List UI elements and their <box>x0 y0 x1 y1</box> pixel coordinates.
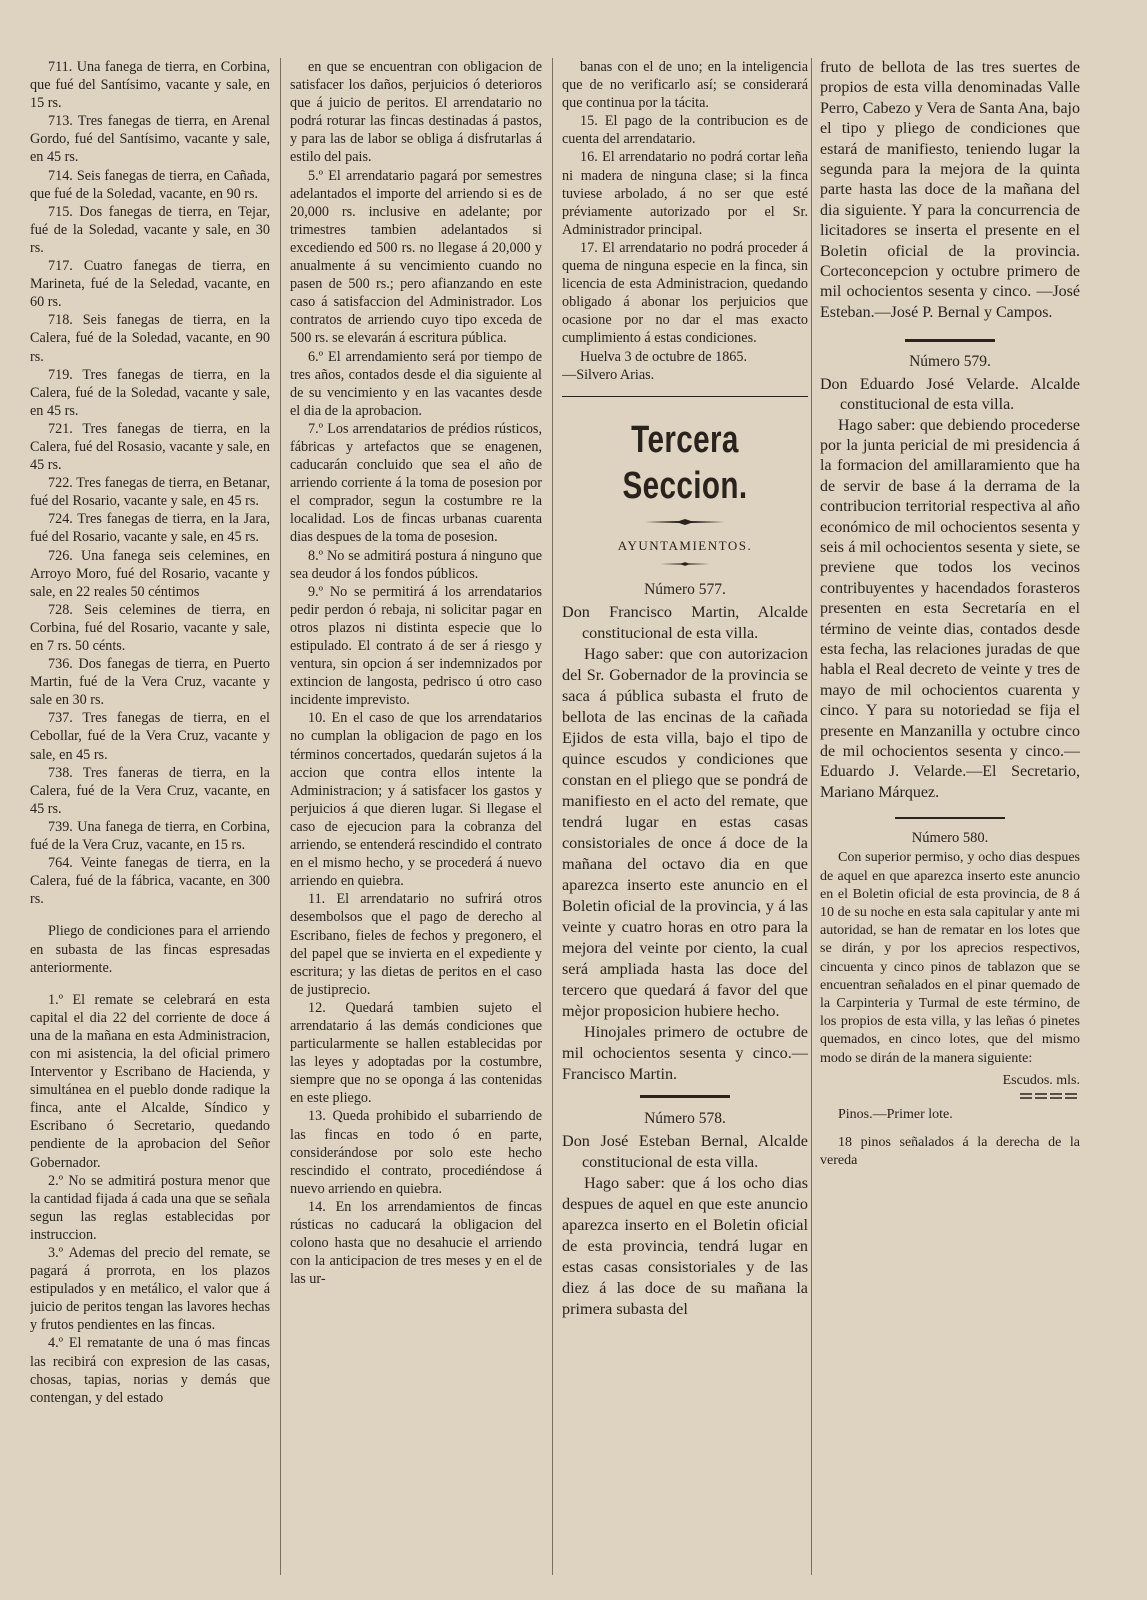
condition <box>290 58 542 167</box>
condition-number: 17. <box>580 239 598 256</box>
condition <box>290 547 542 583</box>
condition-text: Ademas del precio del remate, se pagará á prorrota, en los plazos estipulados y en metálico, el valor que á juicio de peritos tengan las lavores hechas y frutos pendientes en las fincas. <box>30 1245 270 1334</box>
condition-number: 2.º <box>48 1172 64 1189</box>
property-entry <box>30 112 270 166</box>
property-entry-text: Tres fanegas de tierra, en la Jara, fué del Rosario, vacante y sale, en 45 rs. <box>30 511 270 546</box>
property-entry-number: 728. <box>48 601 73 618</box>
lot-text: 18 pinos señalados á la derecha de la vereda <box>820 1135 1080 1169</box>
property-entry <box>30 366 270 420</box>
condition-text: Queda prohibido el subarriendo de las fincas en todo ó en parte, considerándose por solo este hecho rescindido el contrato, procediéndose á nuevo arriendo en quiebra. <box>290 1108 542 1197</box>
condition <box>290 999 542 1108</box>
condition-text: El arrendatario no sufrirá otros desembolsos que el pago de derecho al Escribano, fieles de fechos y pregonero, el del papel que se invierta en el expediente y escritura; y las dietas de peritos en el caso de justiprecio. <box>290 891 542 998</box>
property-entry <box>30 474 270 510</box>
condition-number: 4.º <box>48 1335 64 1352</box>
conditions-list <box>290 58 542 1288</box>
property-entry <box>30 547 270 601</box>
notice-578-title: Número 578. <box>644 1109 726 1127</box>
column-rule <box>280 58 281 1575</box>
condition-text: No se admitirá postura á ninguno que sea deudor á los fondos públicos. <box>290 547 542 582</box>
condition-text: Los arrendatarios de prédios rústicos, fábricas y artefactos que se enagenen, caducarán concluido que sea el año de arriendo corriente á la toma de posesion por el comprador, segun la costumbre re la localidad. Los de fincas urbanas cuarenta dias despues de la toma de posesion. <box>290 420 542 546</box>
divider <box>905 339 995 342</box>
condition <box>290 583 542 710</box>
property-entry-text: Seis fanegas de tierra, en Cañada, que fué de la Soledad, vacante, en 90 rs. <box>30 167 270 202</box>
notice-579-title: Número 579. <box>909 353 991 371</box>
condition-text: El arrendatario no podrá proceder á quema de ninguna especie en la finca, sin licencia de esta Administracion, quedando obligado á abonar los perjuicios que ocasione por no dar el mas exacto cumplimiento á estas condiciones. <box>562 239 808 347</box>
property-entry <box>30 818 270 854</box>
condition-text: El arrendatario pagará por semestres adelantados el importe del arriendo si es de 20,000 rs. inclusive en adelante; por trimestres tambien adelantados si excediendo ed 500 rs. no llegase á 20,000 y anualmente á su vencimiento cuando no pasen de 500 rs.; pero afianzando en este caso á satisfaccion del Administrador. Los contratos de arriendo cuyo tipo exceda de 500 rs. se elevarán á escritura pública. <box>290 167 542 347</box>
property-entry-number: 724. <box>48 511 73 528</box>
column-1 <box>30 58 270 1580</box>
property-entry-text: Seis celemines de tierra, en Corbina, fué del Rosario, vacante y sale, en 7 rs. 50 cénts. <box>30 601 270 654</box>
property-entry <box>30 709 270 763</box>
column-rule <box>811 58 812 1575</box>
property-entry-text: Tres fanegas de tierra, en el Cebollar, fué de la Vera Cruz, vacante y sale, en 45 rs. <box>30 710 270 763</box>
condition <box>562 112 808 148</box>
property-entry-number: 738. <box>48 764 73 781</box>
notice-578-body: Hago saber: que á los ocho dias despues de aquel en que este anuncio aparezca inserto en el Boletin oficial de esta provincia, tendrá lugar en estas casas consistoriales y de las diez á las doce de su mañana la primera subasta del <box>562 1173 808 1318</box>
column-rule <box>552 58 553 1575</box>
condition <box>30 1244 270 1334</box>
property-entry-text: Tres fanegas de tierra, en la Calera, fué de la Soledad, vacante y sale, en 45 rs. <box>30 366 270 419</box>
condition-text: No se permitirá á los arrendatarios pedir perdon ó rebaja, ni solicitar pagar en otros plazos ni distinta especie que lo estipulado. El contrato á de ser á riesgo y ventura, sin opcion á ser indemnizados por extincion de langosta, pedrisco ú otro caso incidente imprevisto. <box>290 583 542 709</box>
divider <box>640 1095 730 1098</box>
condition-number: 7.º <box>308 420 324 437</box>
property-entry-text: Tres faneras de tierra, en la Calera, fué de la Vera Cruz, vacante, en 45 rs. <box>30 764 270 817</box>
units-header: Escudos. mls. <box>1002 1072 1080 1088</box>
ornament-icon <box>660 561 710 567</box>
date-line: Huelva 3 de octubre de 1865. <box>580 348 748 365</box>
property-entry-number: 737. <box>48 710 73 727</box>
condition-number: 3.º <box>48 1245 64 1261</box>
column-2 <box>290 58 542 1580</box>
property-entry-text: Una fanega seis celemines, en Arroyo Moro, fué del Rosario, vacante y sale, en 22 reales 50 céntimos <box>30 547 270 600</box>
notice-580-title: Número 580. <box>911 830 989 847</box>
condition-text: Quedará tambien sujeto el arrendatario á las demás condiciones que particularmente se hallen establecidas por las leyes y adoptadas por la costumbre, siempre que no se oponga á las contenidas en este pliego. <box>290 999 542 1107</box>
condition-number: 6.º <box>308 348 324 365</box>
conditions-list <box>30 991 270 1407</box>
condition-number: 12. <box>308 999 326 1016</box>
condition <box>562 239 808 348</box>
property-entry-number: 722. <box>48 475 73 492</box>
condition-number: 11. <box>308 891 326 908</box>
condition-text: En el caso de que los arrendatarios no cumplan la obligacion de pago en los términos concertados, quedarán sujetos á la accion que contra ellos intente la Administracion; y á satisfacer los gastos y perjuicios á que dieren lugar. Si llegase el caso de ejecucion para la cobranza del arriendo, se entenderá rescindido el contrato en el mismo hecho, y se procederá á nuevo arriendo en quiebra. <box>290 710 542 890</box>
property-entry-text: Una fanega de tierra, en Corbina, que fué del Santísimo, vacante y sale, en 15 rs. <box>30 59 270 112</box>
column-3 <box>562 58 808 1580</box>
condition-text: en que se encuentran con obligacion de satisfacer los daños, perjuicios ó deterioros que á juicio de peritos. El arrendatario no podrá roturar las fincas destinadas á pastos, y para las de labor se obliga á disfrutarlas á estilo del pais. <box>290 59 542 166</box>
ornament-icon <box>645 519 725 525</box>
property-entry-text: Dos fanegas de tierra, en Puerto Martin, fué de la Vera Cruz, vacante y sale en 30 rs. <box>30 656 270 709</box>
condition-number: 14. <box>308 1198 326 1215</box>
condition <box>290 348 542 420</box>
condition <box>30 1172 270 1244</box>
condition <box>30 1334 270 1406</box>
notice-580-body: Con superior permiso, y ocho dias despues de aquel en que aparezca inserto este anuncio en el Boletin oficial de esta provincia, de 8 á 10 de su noche en esta sala capitular y ante mi autoridad, se han de rematar en los lotes que se dirán, y por los aprecios respectivos, cincuenta y cinco pinos de tablazon que se encuentran señalados en el pinar quemado de la Carpinteria y Turmal de este término, de los propios de esta villa, y las leñas ó pinetes quemados, en cinco lotes, que del mismo modo se dirán de la manera siguiente: <box>820 850 1080 1066</box>
pliego-heading: Pliego de condiciones para el arriendo en subasta de las fincas espresadas anteriormente. <box>30 923 270 976</box>
property-entry-number: 717. <box>48 258 73 275</box>
conditions-list <box>562 58 808 348</box>
property-entry <box>30 311 270 365</box>
lot-heading: Pinos.—Primer lote. <box>838 1107 953 1123</box>
condition-number: 13. <box>308 1108 326 1125</box>
condition <box>290 167 542 348</box>
condition-number: 16. <box>580 149 598 166</box>
property-entry <box>30 655 270 709</box>
property-list <box>30 58 270 908</box>
condition <box>562 148 808 238</box>
condition-number: 9.º <box>308 583 324 600</box>
condition <box>290 1198 542 1288</box>
condition-text: El remate se celebrará en esta capital el dia 22 del corriente de doce á una de la mañana en esta Administracion, con mi asistencia, la del oficial primero Interventor y Escribano de Hacienda, y simultánea en el pueblo donde radique la finca, ante el Alcalde, Síndico y Escribano ó Secretario, quedando pendiente de la aprobacion del Señor Gobernador. <box>30 991 270 1171</box>
condition <box>562 58 808 112</box>
property-entry-number: 764. <box>48 855 73 872</box>
condition <box>30 991 270 1172</box>
section-title: Tercera Seccion. <box>622 418 748 507</box>
property-entry-text: Dos fanegas de tierra, en Tejar, fué de la Soledad, vacante y sale, en 30 rs. <box>30 203 270 256</box>
condition-text: El pago de la contribucion es de cuenta del arrendatario. <box>562 113 808 148</box>
condition <box>290 1107 542 1197</box>
property-entry-text: Una fanega de tierra, en Corbina, fué de la Vera Cruz, vacante, en 15 rs. <box>30 818 270 854</box>
condition <box>290 709 542 890</box>
property-entry <box>30 764 270 818</box>
signature: —Silvero Arias. <box>562 366 655 383</box>
property-entry <box>30 257 270 311</box>
property-entry-text: Tres fanegas de tierra, en la Calera, fué del Rosasio, vacante y sale, en 45 rs. <box>30 420 270 474</box>
property-entry-number: 713. <box>48 113 73 130</box>
notice-577-closing: Hinojales primero de octubre de mil ochocientos sesenta y cinco.—Francisco Martin. <box>562 1022 808 1083</box>
property-entry <box>30 854 270 908</box>
property-entry <box>30 510 270 546</box>
condition-text: El arrendatario no podrá cortar leña ni madera de ninguna clase; si la finca tuviese arbolado, á no ser que esté préviamente autorizado por el Sr. Administrador principal. <box>562 149 808 238</box>
property-entry <box>30 203 270 257</box>
divider <box>562 396 808 397</box>
property-entry-number: 721. <box>48 420 73 437</box>
notice-577-title: Número 577. <box>644 580 726 598</box>
notice-579-body: Hago saber: que debiendo procederse por la junta pericial de mi presidencia á la formacion del amillaramiento que ha de servir de base á la derrama de la contribucion territorial respectiva al año económico de mil ochocientos sesenta y seis á mil ochocientos sesenta y siete, se previene que todos los vecinos contribuyentes y hacendados forasteros presenten en esta Secretaría en el término de veinte dias, contados desde esta fecha, las relaciones juradas de que habla el Real decreto de veinte y tres de mayo de mil ochocientos cuarenta y cinco. Y para su notoriedad se fija el presente en Manzanilla y octubre cinco de mil ochocientos sesenta y cinco.—Eduardo J. Velarde.—El Secretario, Mariano Márquez. <box>820 416 1080 801</box>
property-entry-text: Veinte fanegas de tierra, en la Calera, fué de la fábrica, vacante, en 300 rs. <box>30 855 270 908</box>
condition-text: En los arrendamientos de fincas rústicas no caducará la obligacion del colono hasta que no desahucie el arriendo con la anticipacion de tres meses y en el de las ur- <box>290 1198 542 1288</box>
property-entry-number: 715. <box>48 203 73 220</box>
property-entry-number: 719. <box>48 366 73 383</box>
notice-578-heading: Don José Esteban Bernal, Alcalde constitucional de esta villa. <box>562 1131 808 1171</box>
condition-number: 10. <box>308 710 326 727</box>
divider <box>895 817 1005 819</box>
property-entry-text: Tres fanegas de tierra, en Betanar, fué del Rosario, vacante y sale, en 45 rs. <box>30 475 270 510</box>
notice-578-continuation: fruto de bellota de las tres suertes de propios de esta villa denominadas Valle Perro, Cabezo y Vera de Santa Ana, bajo el tipo y pliego de condiciones que estará de manifiesto, teniendo lugar la segunda para la mejora de la quinta parte hasta las doce de la mañana del dia siguiente. Y para la concurrencia de licitadores se inserta el presente en el Boletin oficial de la provincia. Corteconcepcion y octubre primero de mil ochocientos sesenta y cinco. —José Esteban.—José P. Bernal y Campos. <box>820 59 1080 321</box>
column-4 <box>820 58 1080 1580</box>
condition <box>290 420 542 547</box>
property-entry-number: 718. <box>48 312 73 329</box>
condition-text: El arrendamiento será por tiempo de tres años, contados desde el dia siguiente al de su vencimiento y en las vacantes desde el dia de la aprobacion. <box>290 348 542 419</box>
condition-text: No se admitirá postura menor que la cantidad fijada á cada una que se señala segun las reglas establecidas por instruccion. <box>30 1172 270 1243</box>
property-entry-number: 711. <box>48 59 73 75</box>
property-entry-number: 739. <box>48 818 73 835</box>
property-entry-number: 714. <box>48 167 73 184</box>
property-entry <box>30 167 270 203</box>
double-rule-icon <box>1020 1092 1080 1100</box>
condition-text: banas con el de uno; en la inteligencia que de no verificarlo así; se considerará que continua por la tácita. <box>562 59 808 112</box>
ayuntamientos-heading: AYUNTAMIENTOS. <box>617 537 753 553</box>
property-entry-text: Cuatro fanegas de tierra, en Marineta, fué de la Seledad, vacante, en 60 rs. <box>30 258 270 311</box>
condition-number: 5.º <box>308 167 324 184</box>
property-entry-number: 726. <box>48 547 73 564</box>
condition-number: 8.º <box>308 547 324 564</box>
condition-number: 1.º <box>48 991 64 1008</box>
notice-577-body: Hago saber: que con autorizacion del Sr. Gobernador de la provincia se saca á pública subasta el fruto de bellota de las encinas de la cañada Ejidos de esta villa, bajo el tipo de quince escudos y condiciones que constan en el pliego que se pondrá de manifiesto en el acto del remate, que tendrá lugar en estas casas consistoriales de once á doce de la mañana del octavo dia en que aparezca inserto este anuncio en el Boletin oficial de la provincia, y á las veinte y cuatro horas en otro para la mejora del veinte por ciento, la cual será ampliada hasta las doce del tercero que quedará á favor del que mèjor proposicion hubiere hecho. <box>562 644 808 1020</box>
notice-579-heading: Don Eduardo José Velarde. Alcalde constitucional de esta villa. <box>820 375 1080 414</box>
condition-number: 15. <box>580 113 598 130</box>
notice-577-heading: Don Francisco Martin, Alcalde constitucional de esta villa. <box>562 602 808 642</box>
property-entry-text: Tres fanegas de tierra, en Arenal Gordo, fué del Santísimo, vacante y sale, en 45 rs. <box>30 113 270 166</box>
property-entry <box>30 601 270 655</box>
property-entry-text: Seis fanegas de tierra, en la Calera, fué de la Soledad, vacante, en 90 rs. <box>30 312 270 365</box>
property-entry <box>30 420 270 474</box>
condition <box>290 890 542 999</box>
condition-text: El rematante de una ó mas fincas las recibirá con expresion de las casas, chosas, tapias, norias y demás que contengan, y del estado <box>30 1335 270 1406</box>
property-entry <box>30 58 270 112</box>
property-entry-number: 736. <box>48 656 73 673</box>
